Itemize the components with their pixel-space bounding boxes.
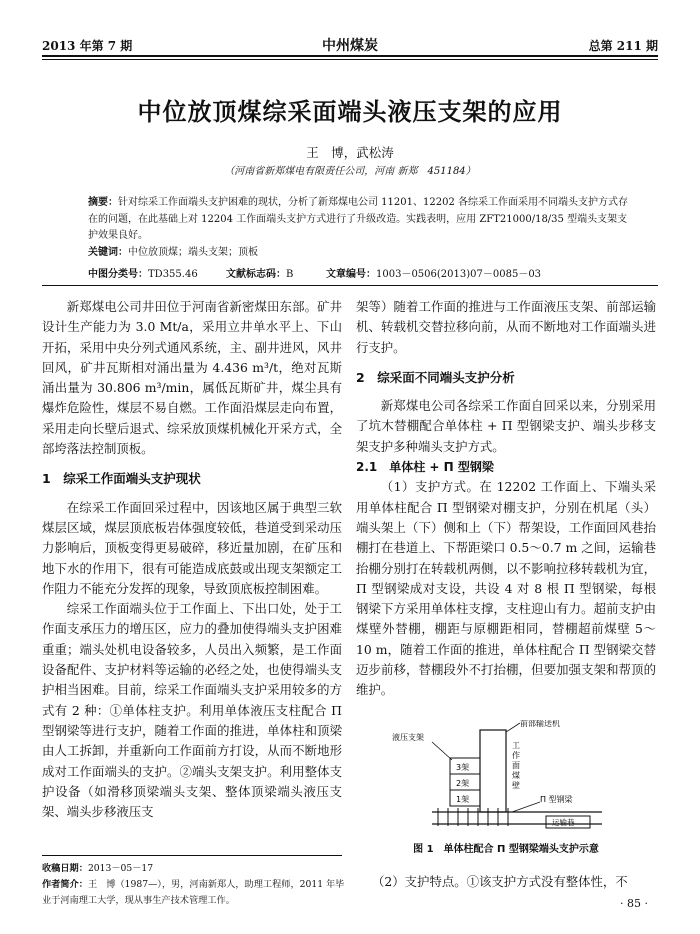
- author-bio-text: 王 博（1987—），男，河南新郑人，助理工程师，2011 年毕业于河南理工大学，现从事生产技术管理工作。: [42, 879, 345, 906]
- doc-code-group: [226, 265, 293, 280]
- received-line: [42, 861, 347, 877]
- support-leader: [432, 742, 452, 760]
- beam-props: [438, 808, 508, 826]
- support-diagram: [372, 720, 642, 830]
- author-bio-label: 作者简介：: [42, 879, 88, 890]
- keywords-text: 中位放顶煤；端头支架；顶板: [128, 246, 258, 258]
- paragraph: 综采工作面端头位于工作面上、下出口处，处于工作面支承压力的增压区，应力的叠加使得端头支护困难重重；端头处机电设备较多，人员出入频繁，是工作面设备配件、支护材料等运输的必经之处，也使得端头支护相当困难。目前，综采工作面端头支护采用较多的方式有 2 种：①单体柱支护。利用单体液压支柱配合 Π 型钢梁等进行支护，随着工作面的推进，单体柱和顶梁由人工拆卸，并重新向工作面前方打设，从而不断地形成对工作面端头的支护。②端头支架支护。利用整体支护设备（如滑移顶梁端头支架、整体顶梁端头液压支架、端头步移液压支: [42, 601, 342, 820]
- authors: 王 博，武松涛: [306, 145, 394, 160]
- support-3-label: 3架: [456, 763, 470, 772]
- article-no-label: 文章编号：: [326, 269, 376, 280]
- keywords: [88, 245, 632, 262]
- total-issue-label: 总第 211 期: [588, 39, 658, 53]
- label-hydraulic-support: 液压支架: [392, 733, 424, 742]
- front-conveyor-shape: [480, 730, 506, 812]
- paragraph: 新郑煤电公司井田位于河南省新密煤田东部。矿井设计生产能力为 3.0 Mt/a，采用立井单水平上、下山开拓，采用中央分列式通风系统，主、副井进风，风井回风，矿井瓦斯相对涌出量为 4.436 m³/t，绝对瓦斯涌出量为 30.806 m³/min，属低瓦斯矿井，煤尘具有爆炸危险性，煤层不易自燃。工作面沿煤层走向布置，采用走向长壁后退式、综采放顶煤机械化开采方式，全部垮落法控制顶板。: [42, 299, 342, 457]
- article-title: 中位放顶煤综采面端头液压支架的应用: [137, 98, 563, 126]
- figure-caption: 图 1 单体柱配合 Π 型钢梁端头支护示意: [413, 844, 599, 855]
- page-number: · 85 ·: [620, 897, 648, 910]
- received-date: 2013－05－17: [87, 863, 154, 874]
- author-bio: [42, 877, 347, 909]
- paragraph: 在综采工作面回采过程中，因该地区属于典型三软煤层区域，煤层顶底板岩体强度较低，巷道受到采动压力影响后，顶板变得更易破碎，移近量加剧，在矿压和地下水的作用下，很有可能造成底鼓或出现支架额定工作阻力不能充分发挥的现象，导致顶底板控制困难。: [42, 499, 342, 596]
- beam-leader: [512, 802, 540, 812]
- clc-group: [88, 265, 198, 280]
- footnote-rule: [42, 855, 342, 856]
- affiliation: （河南省新郑煤电有限责任公司，河南 新郑 451184）: [224, 166, 476, 177]
- left-column: [42, 297, 342, 822]
- paragraph: 架等）随着工作面的推进与工作面液压支架、前部运输机、转载机交替拉移向前，从而不断地对工作面端头进行支护。: [356, 299, 656, 355]
- keywords-label: 关键词：: [88, 246, 128, 258]
- section-heading-2: 2 综采面不同端头支护分析: [356, 369, 515, 385]
- issue-label: 2013 年第 7 期: [42, 39, 133, 53]
- abstract-label: 摘要：: [88, 197, 118, 208]
- clc-label: 中图分类号：: [88, 269, 148, 280]
- label-transport-road: 运输巷: [552, 818, 575, 827]
- paragraph: （1）支护方式。在 12202 工作面上、下端头采用单体柱配合 Π 型钢梁对棚支护，分别在机尾（头）端头架上（下）侧和上（下）帮架设，工作面回风巷抬棚打在巷道上、下帮距梁口 0.5～0.7 m 之间，运输巷抬棚分别打在转载机两侧，以不影响拉移转载机为宜，Π 型钢梁成对支设，共设 4 对 8 根 Π 型钢梁，每根钢梁下方采用单体柱支撑，支柱迎山有力。超前支护由煤壁外替棚，棚距与原棚距相同，替棚超前煤壁 5～10 m，随着工作面的推进，单体柱配合 Π 型钢梁交替迈步前移，替棚段外不打抬棚，但要加强支架和帮顶的维护。: [356, 479, 656, 698]
- header-rule-thin: [42, 59, 658, 60]
- section-heading-1: 1 综采工作面端头支护现状: [42, 471, 201, 487]
- label-pi-beam: Π 型钢梁: [540, 795, 573, 804]
- support-2-label: 2架: [456, 779, 470, 788]
- abstract-text: 针对综采工作面端头支护困难的现状，分析了新郑煤电公司 11201、12202 各综采工作面采用不同端头支护方式存在的问题，在此基础上对 12204 工作面端头支护方式进行了升级改造。实践表明，应用 ZFT21000/18/35 型端头支架支护效果良好。: [88, 197, 628, 241]
- doc-code-value: B: [286, 269, 294, 280]
- received-label: 收稿日期：: [42, 863, 88, 874]
- running-header: [42, 33, 658, 55]
- article-no-value: 1003－0506(2013)07－0085－03: [376, 269, 542, 280]
- label-front-conveyor: 前部输送机: [520, 720, 560, 728]
- right-column: [356, 297, 656, 701]
- doc-code-label: 文献标志码：: [226, 269, 286, 280]
- conveyor-leader: [506, 723, 520, 732]
- abstract: [88, 195, 632, 245]
- article-no-group: [326, 265, 541, 280]
- header-rule-thick: [42, 55, 658, 57]
- abstract-block: [88, 195, 632, 261]
- clc-value: TD355.46: [148, 269, 198, 280]
- journal-name: 中州煤炭: [322, 38, 378, 54]
- paragraph: 新郑煤电公司各综采工作面自回采以来，分别采用了坑木替棚配合单体柱 + Π 型钢梁支护、端头步移支架支护多种端头支护方式。: [356, 398, 656, 454]
- subsection-heading-2-1: 2.1 单体柱 + Π 型钢梁: [356, 460, 494, 475]
- abstract-separator: [42, 285, 658, 286]
- support-1-label: 1架: [456, 795, 470, 804]
- footnote: [42, 861, 347, 909]
- continued-text: （2）支护特点。①该支护方式没有整体性，不: [372, 874, 628, 889]
- label-face-wall: 工作面煤壁: [512, 741, 520, 790]
